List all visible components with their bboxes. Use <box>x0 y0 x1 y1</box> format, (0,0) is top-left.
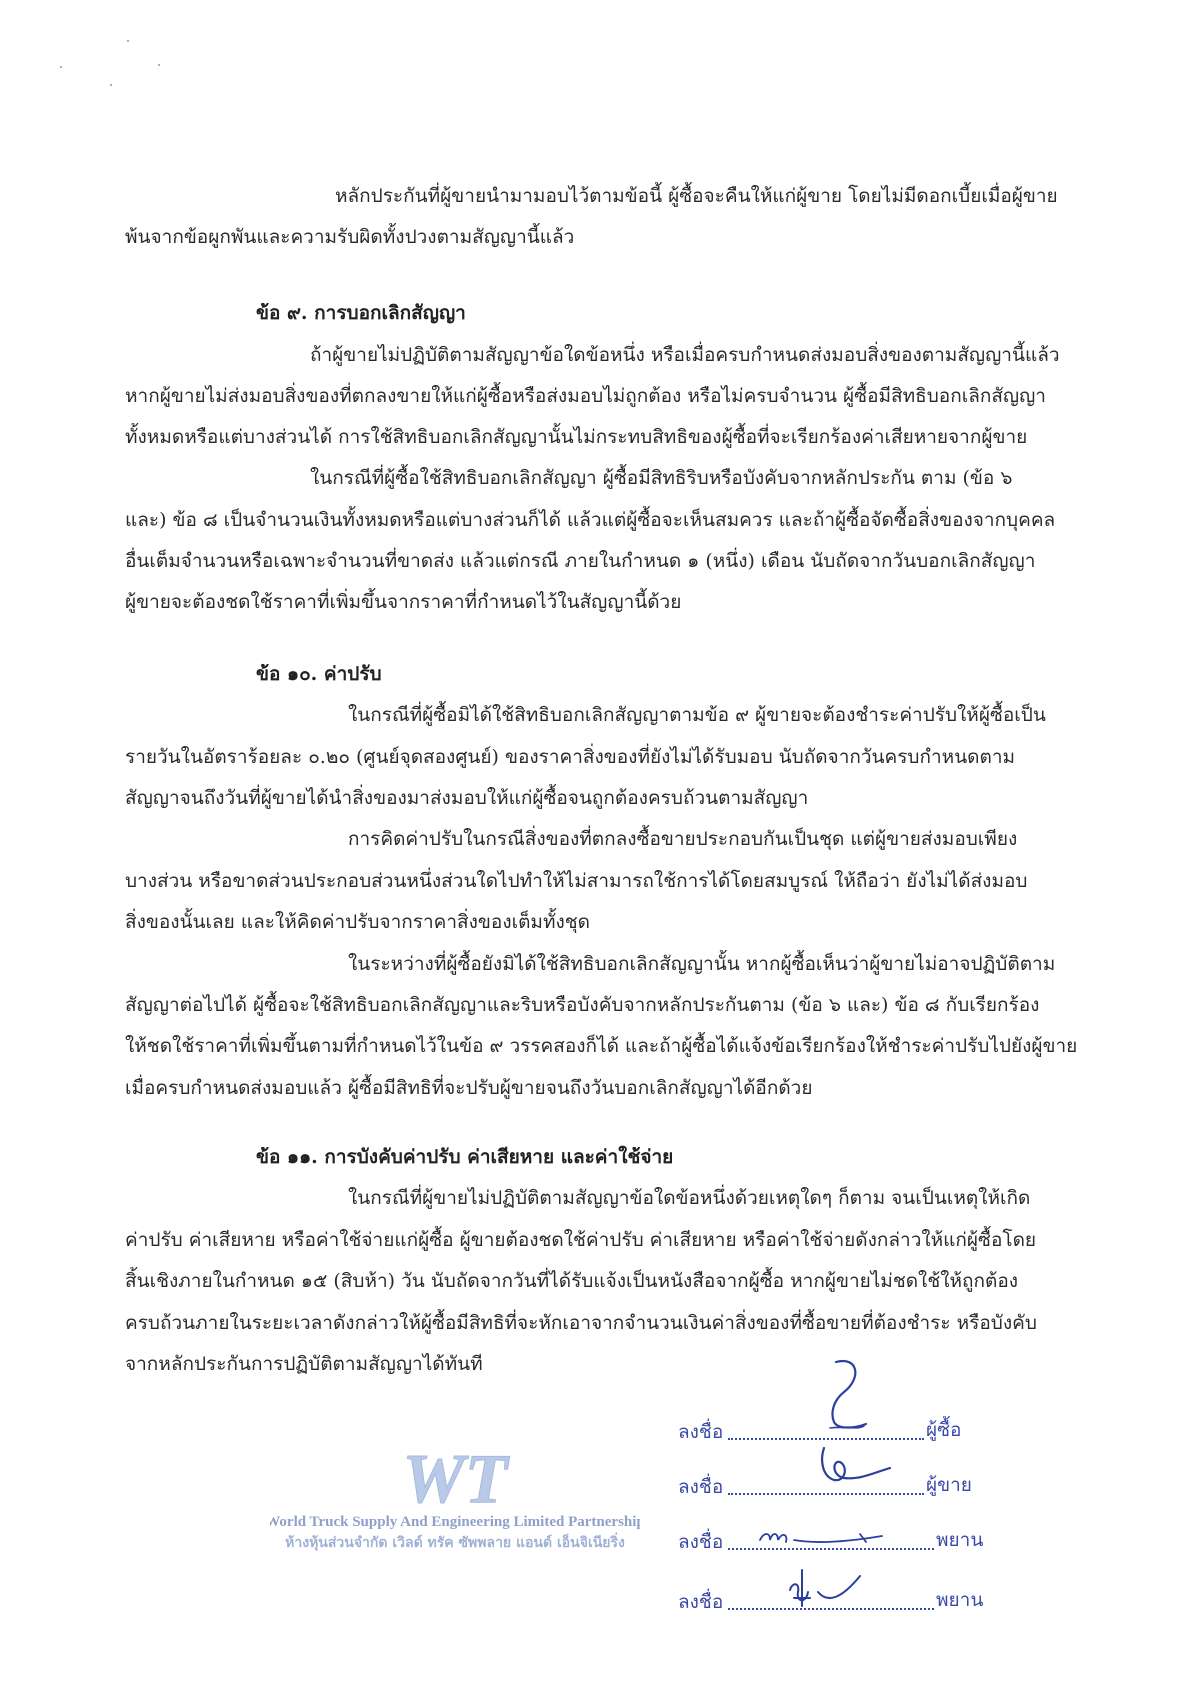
sign-role-seller: ผู้ขาย <box>926 1474 972 1496</box>
text-line: และ) ข้อ ๘ เป็นจำนวนเงินทั้งหมดหรือแต่บางส่วนก็ได้ แล้วแต่ผู้ซื้อจะเห็นสมควร และถ้าผู้ซื้อจัดซื้อสิ่งของจากบุคคล <box>125 509 1056 531</box>
text-line: ถ้าผู้ขายไม่ปฏิบัติตามสัญญาข้อใดข้อหนึ่ง หรือเมื่อครบกำหนดส่งมอบสิ่งของตามสัญญานี้แล้ว <box>310 344 1060 366</box>
text-line: สิ่งของนั้นเลย และให้คิดค่าปรับจากราคาสิ่งของเต็มทั้งชุด <box>125 911 590 933</box>
text-line: ผู้ขายจะต้องชดใช้ราคาที่เพิ่มขึ้นจากราคาที่กำหนดไว้ในสัญญานี้ด้วย <box>125 591 682 613</box>
text-line: ค่าปรับ ค่าเสียหาย หรือค่าใช้จ่ายแก่ผู้ซื้อ ผู้ขายต้องชดใช้ค่าปรับ ค่าเสียหาย หรือค่าใช้จ่ายดังกล่าวให้แก่ผู้ซื้อโดย <box>125 1229 1037 1251</box>
company-logo <box>270 1436 640 1556</box>
text-line: ในกรณีที่ผู้ซื้อมิได้ใช้สิทธิบอกเลิกสัญญาตามข้อ ๙ ผู้ขายจะต้องชำระค่าปรับให้ผู้ซื้อเป็น <box>348 704 1046 726</box>
clause-9-heading: ข้อ ๙. การบอกเลิกสัญญา <box>256 302 466 324</box>
text-line: พ้นจากข้อผูกพันและความรับผิดทั้งปวงตามสัญญานี้แล้ว <box>125 226 575 248</box>
scan-speck <box>127 40 129 42</box>
witness-signature <box>756 1518 916 1552</box>
stamp-company-th: ห้างหุ้นส่วนจำกัด เวิลด์ ทรัค ซัพพลาย แอนด์ เอ็นจิเนียริ่ง <box>285 1535 625 1551</box>
text-line: ในระหว่างที่ผู้ซื้อยังมิได้ใช้สิทธิบอกเลิกสัญญานั้น หากผู้ซื้อเห็นว่าผู้ขายไม่อาจปฏิบัติตาม <box>348 953 1056 975</box>
text-line: การคิดค่าปรับในกรณีสิ่งของที่ตกลงซื้อขายประกอบกันเป็นชุด แต่ผู้ขายส่งมอบเพียง <box>348 828 1018 850</box>
text-line: เมื่อครบกำหนดส่งมอบแล้ว ผู้ซื้อมีสิทธิที่จะปรับผู้ขายจนถึงวันบอกเลิกสัญญาได้อีกด้วย <box>125 1077 813 1099</box>
text-line: บางส่วน หรือขาดส่วนประกอบส่วนหนึ่งส่วนใดไปทำให้ไม่สามารถใช้การได้โดยสมบูรณ์ ให้ถือว่า ยังไม่ได้ส่งมอบ <box>125 870 1028 892</box>
sign-label: ลงชื่อ <box>678 1591 724 1613</box>
text-line: หลักประกันที่ผู้ขายนำมามอบไว้ตามข้อนี้ ผู้ซื้อจะคืนให้แก่ผู้ขาย โดยไม่มีดอกเบี้ยเมื่อผู้ขาย <box>335 185 1058 207</box>
text-line: ครบถ้วนภายในระยะเวลาดังกล่าวให้ผู้ซื้อมีสิทธิที่จะหักเอาจากจำนวนเงินค่าสิ่งของที่ซื้อขายที่ต้องชำระ หรือบังคับ <box>125 1312 1037 1334</box>
scan-speck <box>110 84 112 86</box>
sign-role-witness: พยาน <box>936 1529 984 1551</box>
company-stamp <box>270 1436 640 1556</box>
clause-11-heading: ข้อ ๑๑. การบังคับค่าปรับ ค่าเสียหาย และค่าใช้จ่าย <box>256 1146 674 1168</box>
text-line: จากหลักประกันการปฏิบัติตามสัญญาได้ทันที <box>125 1353 483 1375</box>
text-line: รายวันในอัตราร้อยละ ๐.๒๐ (ศูนย์จุดสองศูนย์) ของราคาสิ่งของที่ยังไม่ได้รับมอบ นับถัดจากวันครบกำหนดตาม <box>125 746 1016 768</box>
sign-label: ลงชื่อ <box>678 1421 724 1443</box>
text-line: ทั้งหมดหรือแต่บางส่วนได้ การใช้สิทธิบอกเลิกสัญญานั้นไม่กระทบสิทธิของผู้ซื้อที่จะเรียกร้องค่าเสียหายจากผู้ขาย <box>125 426 1028 448</box>
scan-speck <box>158 64 160 66</box>
seller-signature <box>790 1436 900 1500</box>
clause-10-heading: ข้อ ๑๐. ค่าปรับ <box>256 663 382 685</box>
sign-role-buyer: ผู้ซื้อ <box>926 1419 962 1441</box>
text-line: สัญญาจนถึงวันที่ผู้ขายได้นำสิ่งของมาส่งมอบให้แก่ผู้ซื้อจนถูกต้องครบถ้วนตามสัญญา <box>125 787 809 809</box>
witness-signature <box>780 1562 880 1612</box>
logo-letters: WT <box>402 1441 508 1518</box>
text-line: ให้ชดใช้ราคาที่เพิ่มขึ้นตามที่กำหนดไว้ในข้อ ๙ วรรคสองก็ได้ และถ้าผู้ซื้อได้แจ้งข้อเรียกร้องให้ชำระค่าปรับไปยังผู้ขาย <box>125 1035 1078 1057</box>
sign-role-witness: พยาน <box>936 1589 984 1611</box>
stamp-company-en: World Truck Supply And Engineering Limited Partnership <box>270 1514 640 1530</box>
text-line: ในกรณีที่ผู้ซื้อใช้สิทธิบอกเลิกสัญญา ผู้ซื้อมีสิทธิริบหรือบังคับจากหลักประกัน ตาม (ข้อ ๖ <box>310 467 1013 489</box>
text-line: สิ้นเชิงภายในกำหนด ๑๕ (สิบห้า) วัน นับถัดจากวันที่ได้รับแจ้งเป็นหนังสือจากผู้ซื้อ หากผู้ขายไม่ชดใช้ให้ถูกต้อง <box>125 1270 1019 1292</box>
sign-label: ลงชื่อ <box>678 1531 724 1553</box>
text-line: สัญญาต่อไปได้ ผู้ซื้อจะใช้สิทธิบอกเลิกสัญญาและริบหรือบังคับจากหลักประกันตาม (ข้อ ๖ และ) ข้อ ๘ กับเรียกร้อง <box>125 994 1040 1016</box>
sign-label: ลงชื่อ <box>678 1476 724 1498</box>
scan-speck <box>60 66 62 68</box>
text-line: อื่นเต็มจำนวนหรือเฉพาะจำนวนที่ขาดส่ง แล้วแต่กรณี ภายในกำหนด ๑ (หนึ่ง) เดือน นับถัดจากวันบอกเลิกสัญญา <box>125 550 1036 572</box>
text-line: ในกรณีที่ผู้ขายไม่ปฏิบัติตามสัญญาข้อใดข้อหนึ่งด้วยเหตุใดๆ ก็ตาม จนเป็นเหตุให้เกิด <box>348 1187 1031 1209</box>
text-line: หากผู้ขายไม่ส่งมอบสิ่งของที่ตกลงขายให้แก่ผู้ซื้อหรือส่งมอบไม่ถูกต้อง หรือไม่ครบจำนวน ผู้ซื้อมีสิทธิบอกเลิกสัญญา <box>125 385 1046 407</box>
buyer-signature <box>800 1356 890 1446</box>
